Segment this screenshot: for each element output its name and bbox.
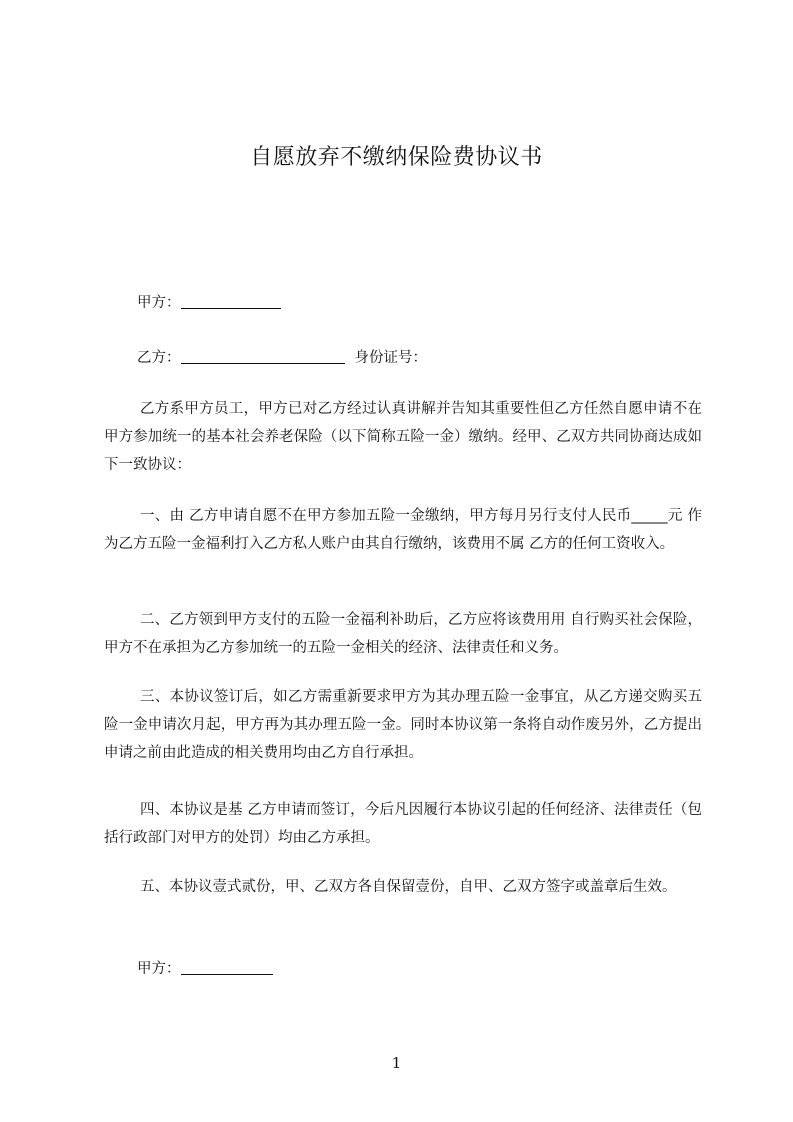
id-number-label: 身份证号： xyxy=(354,350,427,366)
signature-line xyxy=(137,957,273,978)
party-a-blank xyxy=(181,293,281,309)
party-a-line xyxy=(137,291,281,312)
intro-paragraph: 乙方系甲方员工，甲方已对乙方经过认真讲解并告知其重要性但乙方任然自愿申请不在甲方参加统一的基本社会养老保险（以下简称五险一金）缴纳。经甲、乙双方共同协商达成如下一致协议： xyxy=(104,401,702,473)
party-a-label: 甲方： xyxy=(137,295,181,311)
signature-label: 甲方： xyxy=(137,961,181,977)
signature-blank xyxy=(181,959,273,975)
page-number: 1 xyxy=(391,1054,402,1072)
document-title: 自愿放弃不缴纳保险费协议书 xyxy=(250,145,543,170)
party-b-blank xyxy=(181,348,345,364)
clause-5: 五、本协议壹式贰份，甲、乙双方各自保留壹份，自甲、乙双方签字或盖章后生效。 xyxy=(140,879,677,895)
clause-1: 一、由 乙方申请自愿不在甲方参加五险一金缴纳，甲方每月另行支付人民币_____元 作为乙方五险一金福利打入乙方私人账户由其自行缴纳，该费用不属 乙方的任何工资收入。 xyxy=(104,508,702,552)
clause-2: 二、乙方领到甲方支付的五险一金福利补助后，乙方应将该费用用 自行购买社会保险，甲方不在承担为乙方参加统一的五险一金相关的经济、法律责任和义务。 xyxy=(104,612,702,656)
clause-3: 三、本协议签订后，如乙方需重新要求甲方为其办理五险一金事宜，从乙方递交购买五险一金申请次月起，甲方再为其办理五险一金。同时本协议第一条将自动作废另外，乙方提出申请之前由此造成的相关费用均由乙方自行承担。 xyxy=(104,689,702,761)
party-b-line xyxy=(137,346,427,367)
clause-4: 四、本协议是基 乙方申请而签订，今后凡因履行本协议引起的任何经济、法律责任（包括行政部门对甲方的处罚）均由乙方承担。 xyxy=(104,802,702,846)
party-b-label: 乙方： xyxy=(137,350,181,366)
